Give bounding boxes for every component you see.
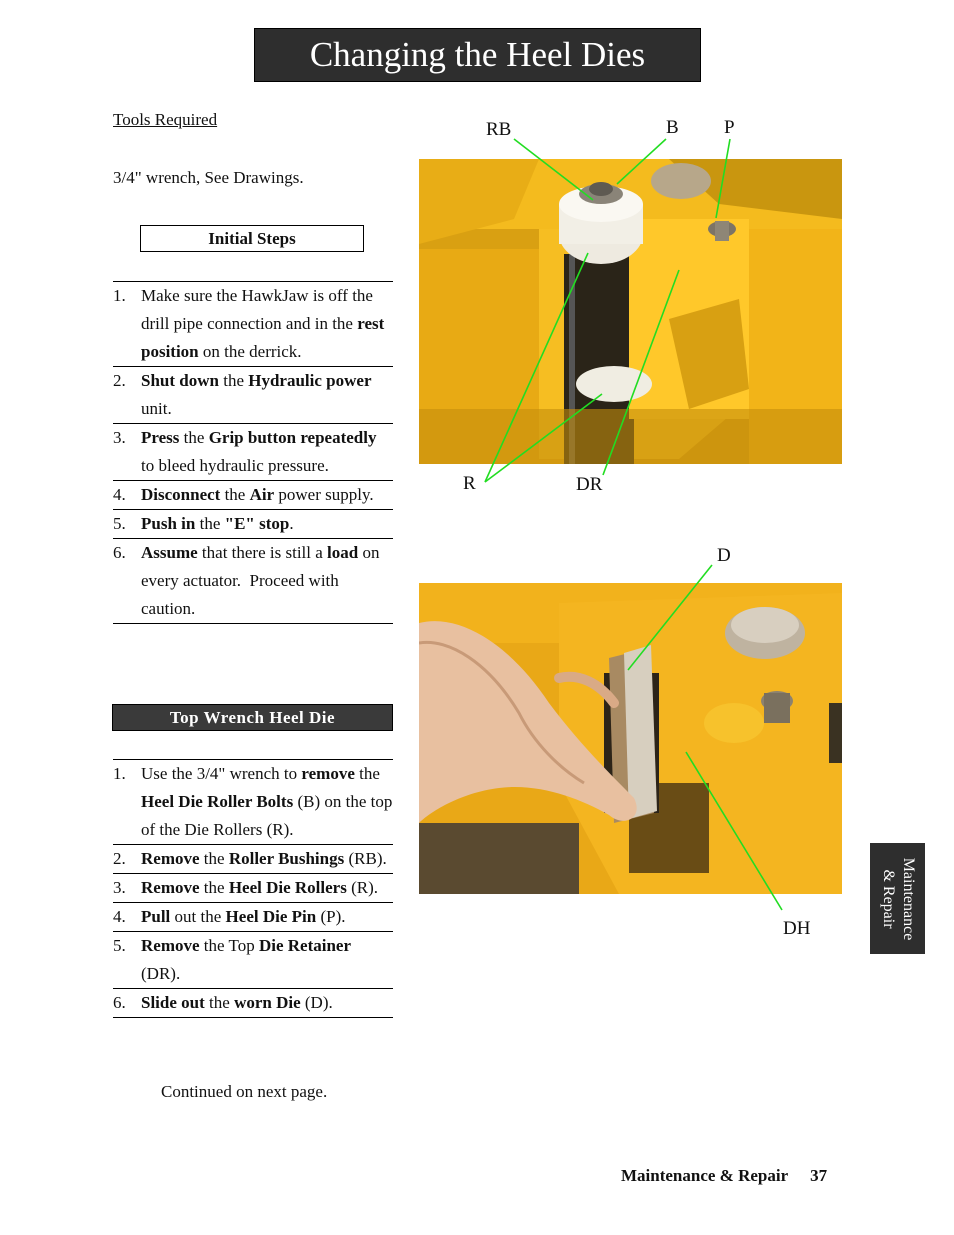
step-text: Push in the "E" stop. <box>141 514 294 533</box>
step-text: Slide out the worn Die (D). <box>141 993 333 1012</box>
page-number: 37 <box>810 1166 828 1185</box>
side-tab-line1: Maintenance <box>899 857 917 940</box>
step-text: Press the Grip button repeatedly to bleed hydraulic pressure. <box>141 428 377 475</box>
continued-note: Continued on next page. <box>161 1082 328 1101</box>
step-number: 3. <box>113 878 126 897</box>
step-number: 2. <box>113 371 126 390</box>
step-text: Pull out the Heel Die Pin (P). <box>141 907 346 926</box>
step-text: Use the 3/4" wrench to remove the Heel Die Roller Bolts (B) on the top of the Die Rollers (R). <box>141 764 393 839</box>
step-number: 4. <box>113 907 126 926</box>
step-number: 3. <box>113 428 126 447</box>
label-dh: DH <box>783 918 811 939</box>
initial-steps-heading: Initial Steps <box>140 225 364 252</box>
step-item <box>113 874 393 903</box>
label-dr: DR <box>576 474 603 495</box>
label-rb: RB <box>486 119 512 140</box>
step-item <box>113 903 393 932</box>
step-item <box>113 367 393 424</box>
step-item <box>113 481 393 510</box>
step-item <box>113 424 393 481</box>
step-text: Remove the Roller Bushings (RB). <box>141 849 387 868</box>
top-wrench-steps-list <box>113 759 393 1018</box>
label-p: P <box>724 117 735 138</box>
heel-die-roller-photo <box>419 159 842 464</box>
step-number: 5. <box>113 514 126 533</box>
section-side-tab <box>870 843 925 954</box>
step-item <box>113 539 393 624</box>
step-text: Shut down the Hydraulic power unit. <box>141 371 372 418</box>
side-tab-line2: & Repair <box>879 868 897 929</box>
step-item <box>113 845 393 874</box>
footer-section: Maintenance & Repair <box>621 1166 789 1185</box>
step-item <box>113 282 393 367</box>
step-text: Assume that there is still a load on every actuator. Proceed with caution. <box>141 543 380 618</box>
label-d: D <box>717 545 731 566</box>
step-text: Disconnect the Air power supply. <box>141 485 374 504</box>
top-wrench-heel-die-heading: Top Wrench Heel Die <box>112 704 393 731</box>
step-item <box>113 760 393 845</box>
step-number: 1. <box>113 286 126 305</box>
step-text: Make sure the HawkJaw is off the drill pipe connection and in the rest position on the derrick. <box>141 286 385 361</box>
page-footer <box>621 1166 827 1186</box>
step-number: 5. <box>113 936 126 955</box>
initial-steps-list <box>113 281 393 624</box>
label-r: R <box>463 473 476 494</box>
tools-required-text: 3/4" wrench, See Drawings. <box>113 168 304 187</box>
step-text: Remove the Heel Die Rollers (R). <box>141 878 378 897</box>
heel-die-removal-photo <box>419 583 842 894</box>
tools-required-heading: Tools Required <box>113 110 218 129</box>
step-number: 2. <box>113 849 126 868</box>
step-item <box>113 932 393 989</box>
step-item <box>113 989 393 1018</box>
step-number: 6. <box>113 993 126 1012</box>
label-b: B <box>666 117 679 138</box>
step-number: 6. <box>113 543 126 562</box>
step-number: 4. <box>113 485 126 504</box>
step-text: Remove the Top Die Retainer (DR). <box>141 936 352 983</box>
step-number: 1. <box>113 764 126 783</box>
page-title: Changing the Heel Dies <box>254 28 701 82</box>
step-item <box>113 510 393 539</box>
